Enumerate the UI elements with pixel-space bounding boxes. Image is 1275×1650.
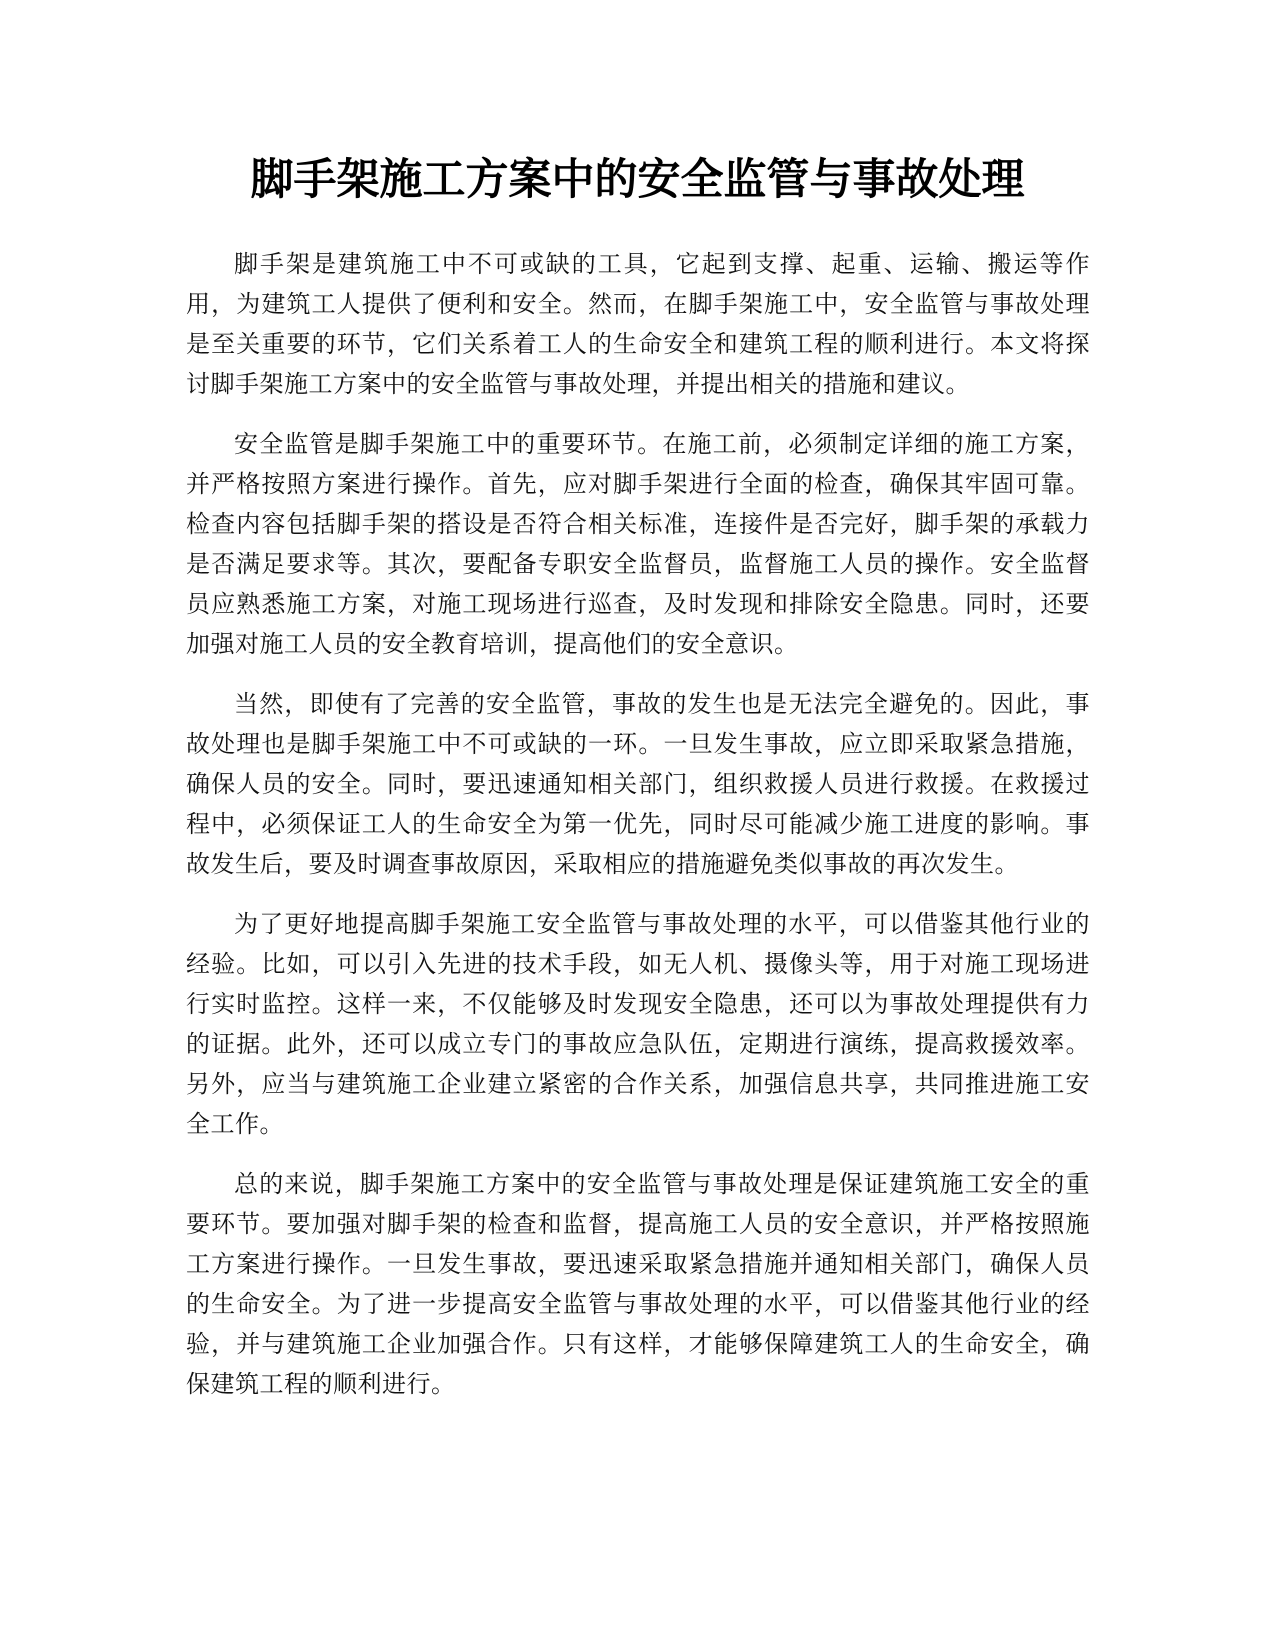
- paragraph-accident-handling: 当然，即使有了完善的安全监管，事故的发生也是无法完全避免的。因此，事故处理也是脚手架施工中不可或缺的一环。一旦发生事故，应立即采取紧急措施，确保人员的安全。同时，要迅速通知相关部门，组织救援人员进行救援。在救援过程中，必须保证工人的生命安全为第一优先，同时尽可能减少施工进度的影响。事故发生后，要及时调查事故原因，采取相应的措施避免类似事故的再次发生。: [186, 690, 1090, 878]
- paragraph-intro: 脚手架是建筑施工中不可或缺的工具，它起到支撑、起重、运输、搬运等作用，为建筑工人提供了便利和安全。然而，在脚手架施工中，安全监管与事故处理是至关重要的环节，它们关系着工人的生命安全和建筑工程的顺利进行。本文将探讨脚手架施工方案中的安全监管与事故处理，并提出相关的措施和建议。: [186, 250, 1090, 398]
- paragraph-safety-supervision: 安全监管是脚手架施工中的重要环节。在施工前，必须制定详细的施工方案，并严格按照方案进行操作。首先，应对脚手架进行全面的检查，确保其牢固可靠。检查内容包括脚手架的搭设是否符合相关标准，连接件是否完好，脚手架的承载力是否满足要求等。其次，要配备专职安全监督员，监督施工人员的操作。安全监督员应熟悉施工方案，对施工现场进行巡查，及时发现和排除安全隐患。同时，还要加强对施工人员的安全教育培训，提高他们的安全意识。: [186, 430, 1090, 658]
- document-body: [186, 244, 1090, 1424]
- paragraph-improvement: 为了更好地提高脚手架施工安全监管与事故处理的水平，可以借鉴其他行业的经验。比如，可以引入先进的技术手段，如无人机、摄像头等，用于对施工现场进行实时监控。这样一来，不仅能够及时发现安全隐患，还可以为事故处理提供有力的证据。此外，还可以成立专门的事故应急队伍，定期进行演练，提高救援效率。另外，应当与建筑施工企业建立紧密的合作关系，加强信息共享，共同推进施工安全工作。: [186, 910, 1090, 1138]
- paragraph-conclusion: 总的来说，脚手架施工方案中的安全监管与事故处理是保证建筑施工安全的重要环节。要加强对脚手架的检查和监督，提高施工人员的安全意识，并严格按照施工方案进行操作。一旦发生事故，要迅速采取紧急措施并通知相关部门，确保人员的生命安全。为了进一步提高安全监管与事故处理的水平，可以借鉴其他行业的经验，并与建筑施工企业加强合作。只有这样，才能够保障建筑工人的生命安全，确保建筑工程的顺利进行。: [186, 1170, 1090, 1398]
- document-title: 脚手架施工方案中的安全监管与事故处理: [250, 155, 1025, 205]
